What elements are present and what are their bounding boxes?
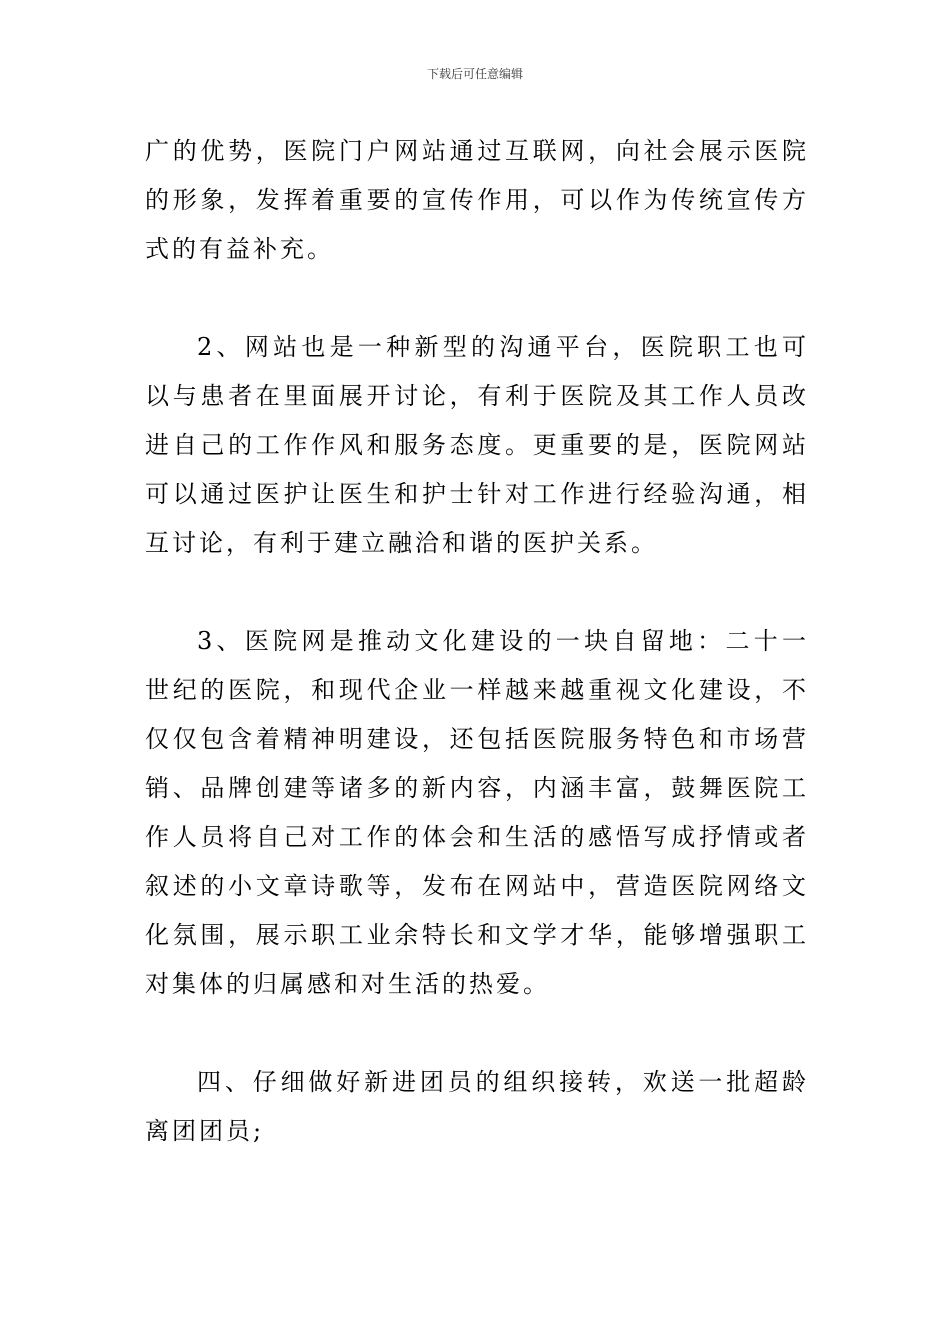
header-note: 下载后可任意编辑: [426, 67, 523, 81]
paragraph-item-3: 3、医院网是推动文化建设的一块自留地：二十一世纪的医院，和现代企业一样越来越重视文化建设，不仅仅包含着精神明建设，还包括医院服务特色和市场营销、品牌创建等诸多的新内容，内涵丰富，鼓舞医院工作人员将自己对工作的体会和生活的感悟写成抒情或者叙述的小文章诗歌等，发布在网站中，营造医院网络文化氛围，展示职工业余特长和文学才华，能够增强职工对集体的归属感和对生活的热爱。: [145, 627, 809, 998]
paragraph-item-2: 2、网站也是一种新型的沟通平台，医院职工也可以与患者在里面展开讨论，有利于医院及其工作人员改进自己的工作作风和服务态度。更重要的是，医院网站可以通过医护让医生和护士针对工作进行经验沟通，相互讨论，有利于建立融洽和谐的医护关系。: [145, 333, 809, 557]
document-body: [145, 127, 809, 1156]
paragraph-section-4: 四、仔细做好新进团员的组织接转，欢送一批超龄离团团员;: [145, 1068, 809, 1145]
paragraph-continued: 广的优势，医院门户网站通过互联网，向社会展示医院的形象，发挥着重要的宣传作用，可以作为传统宣传方式的有益补充。: [145, 137, 809, 263]
